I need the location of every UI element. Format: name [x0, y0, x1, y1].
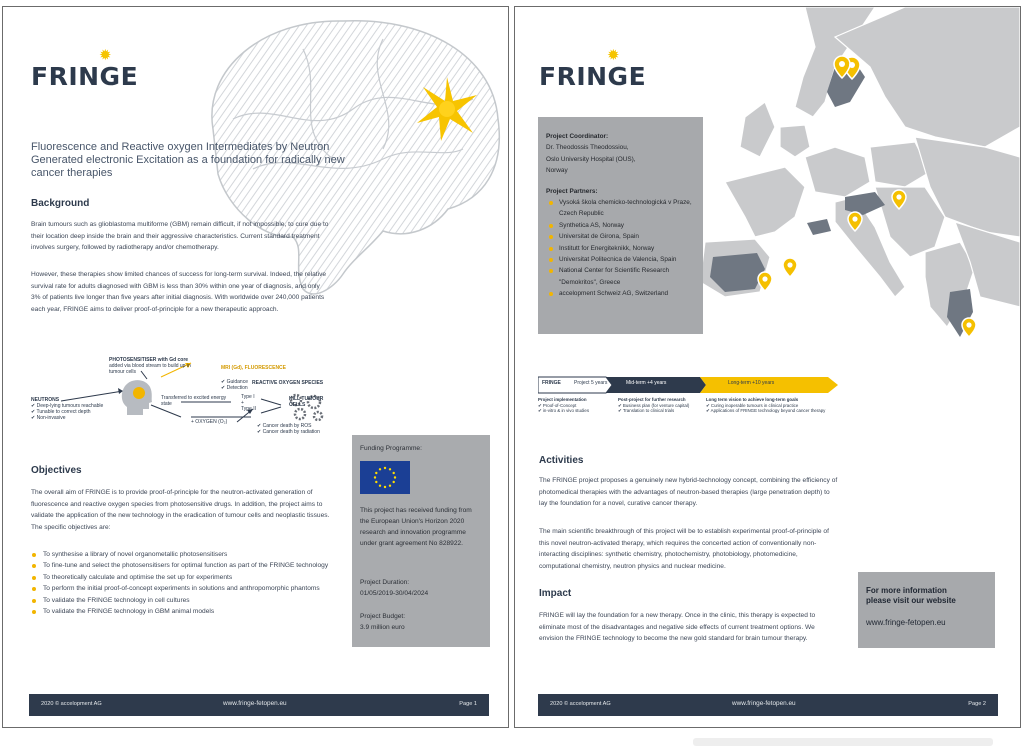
mri-items: ✔ Guidance ✔ Detection	[221, 379, 248, 391]
list-item: Universitat de Girona, Spain	[546, 231, 698, 242]
copyright-text: 2020 © accelopment AG	[550, 701, 611, 707]
activities-paragraph-1: The FRINGE project proposes a genuinely new hybrid-technology concept, combining the efficiency of photomedical therapies with the advantages of neutron-based therapies (large penetration depth) to lay the foundation for a novel, curative cancer therapy.	[539, 477, 838, 507]
objectives-intro: The overall aim of FRINGE is to provide proof-of-principle for the neutron-activated generation of fluorescence and reactive oxygen species from photosensitive drugs. In addition, the project aims to validate the application of the new technology in the eradication of tumour cells and neoplastic tissues. The specific objectives are:	[31, 489, 330, 531]
death-items: ✔ Cancer death by ROS ✔ Cancer death by radiation	[257, 423, 320, 435]
fringe-logo: ✹ FRINGE	[31, 46, 139, 91]
website-info-box	[858, 572, 995, 648]
partners-label: Project Partners:	[546, 187, 598, 195]
fringe-logo: ✹ FRINGE	[539, 46, 647, 91]
list-item: To validate the FRINGE technology in cell cultures	[31, 595, 331, 606]
mri-label: MRI (Gd), FLUORESCENCE	[221, 365, 286, 371]
website-link[interactable]: www.fringe-fetopen.eu	[866, 618, 946, 627]
list-item: Vysoká škola chemicko-technologická v Praze, Czech Republic	[546, 197, 698, 220]
list-item: National Center for Scientific Research "Demokritos", Greece	[546, 265, 698, 288]
page-number: Page 1	[459, 701, 477, 707]
budget-label: Project Budget:	[360, 613, 406, 620]
footer-url-link[interactable]: www.fringe-fetopen.eu	[732, 700, 796, 707]
page-1	[2, 6, 509, 728]
page-2	[514, 6, 1021, 728]
coordinator-line: Oslo University Hospital (OUS),	[546, 155, 636, 163]
info-line-1: For more information	[866, 586, 947, 595]
timeline-col-2: Post-project for further research ✔ Business plan (for venture capital) ✔ Translation to clinical trials	[618, 397, 690, 414]
page-number: Page 2	[968, 701, 986, 707]
copyright-text: 2020 © accelopment AG	[41, 701, 102, 707]
partners-list	[546, 197, 698, 300]
eu-flag-icon	[360, 461, 410, 494]
activities-paragraph-2: The main scientific breakthrough of this project will be to establish experimental proof-of-principle of this novel neutron-activated therapy, which requires the concerted action of conventionally non-interacting disciplines: synthetic chemistry, photochemistry, photobiology, photomedicine, computational chemistry, neutron physics and nuclear medicine.	[539, 528, 829, 570]
mechanism-diagram	[31, 357, 351, 447]
list-item: To theoretically calculate and optimise the set up for experiments	[31, 572, 331, 583]
transferred-label: Transferred to excited energy state	[161, 395, 227, 407]
europe-map	[685, 7, 1020, 357]
activities-heading: Activities	[539, 455, 584, 466]
page-footer	[538, 694, 998, 716]
background-paragraph-2: However, these therapies show limited chances of success for long-term survival. Indeed, the relative survival rate for adults diagnosed with GBM is less than 30% within one year of diagnosis, and only 3% of patients live longer than five years after initial diagnosis. With worldwide over 240,000 patients each year, FRINGE aims to deliver proof-of-principle for a new therapeutic approach.	[31, 271, 327, 313]
page-footer	[29, 694, 489, 716]
switzerland-highlight	[807, 219, 831, 235]
neutrons-label: NEUTRONS ✔ Deep-lying tumours reachable ✔ Tunable to correct depth ✔ Non-invasive	[31, 397, 104, 421]
coordinator-label: Project Coordinator:	[546, 133, 609, 140]
list-item: To perform the initial proof-of-concept experiments in solutions and anthropomorphic phantoms	[31, 583, 331, 594]
list-item: accelopment Schweiz AG, Switzerland	[546, 288, 698, 299]
impact-heading: Impact	[539, 588, 572, 599]
project-info-box	[538, 117, 703, 334]
list-item: Universitat Politecnica de Valencia, Spain	[546, 254, 698, 265]
funding-label: Funding Programme:	[360, 445, 422, 452]
timeline-stage-3: Long-term +10 years	[728, 380, 775, 386]
info-line-2: please visit our website	[866, 596, 956, 605]
timeline-logo: FRINGE	[542, 380, 561, 386]
head-icon	[119, 377, 153, 417]
list-item: Institutt for Energiteknikk, Norway	[546, 243, 698, 254]
background-paragraph-1: Brain tumours such as glioblastoma multiforme (GBM) remain difficult, if not impossible, to cure due to their location deep inside the brain and their aggressive characteristics. Current standard treatment involves surgery, followed by radiotherapy and/or chemotherapy.	[31, 221, 329, 251]
coordinator-line: Norway	[546, 167, 568, 175]
list-item: To validate the FRINGE technology in GBM animal models	[31, 606, 331, 617]
duration-label: Project Duration:	[360, 579, 410, 586]
objectives-list	[31, 549, 331, 617]
funding-text: This project has received funding from the European Union's Horizon 2020 research and innovation programme under grant agreement No 828922.	[360, 507, 472, 547]
oxygen-label: + OXYGEN (O₂)	[191, 419, 228, 425]
fringe-star-icon: ✹	[607, 46, 621, 64]
ros-label: REACTIVE OXYGEN SPECIES	[252, 380, 324, 386]
timeline-stage-2: Mid-term +4 years	[626, 380, 667, 386]
project-timeline	[538, 375, 838, 425]
page-title: Fluorescence and Reactive oxygen Intermediates by Neutron Generated electronic Excitation as a foundation for radically new cancer therapies	[31, 141, 345, 179]
kill-label: KILL TUMOUR CELLS	[289, 396, 324, 408]
photosensitiser-label: PHOTOSENSITISER with Gd core added via blood stream to build up in tumour cells	[109, 357, 191, 375]
timeline-col-3: Long term vision to achieve long-term goals ✔ Curing inoperable tumours in clinical practice ✔ Applications of FRINGE technology beyond cancer therapy	[706, 397, 826, 414]
timeline-col-1: Project implementation ✔ Proof-of-Concept ✔ in-vitro & in vivo studies	[538, 397, 590, 414]
funding-box	[352, 435, 490, 647]
list-item: To synthesise a library of novel organometallic photosensitisers	[31, 549, 331, 560]
fringe-star-icon: ✹	[99, 46, 113, 64]
background-heading: Background	[31, 198, 90, 209]
list-item: Synthetica AS, Norway	[546, 220, 698, 231]
footer-url-link[interactable]: www.fringe-fetopen.eu	[223, 700, 287, 707]
objectives-heading: Objectives	[31, 465, 82, 476]
type-labels: Type I + Type II	[241, 394, 257, 412]
scroll-indicator	[693, 738, 993, 746]
list-item: To fine-tune and select the photosensitisers for optimal function as part of the FRINGE technology	[31, 560, 331, 571]
impact-paragraph: FRINGE will lay the foundation for a new therapy. Once in the clinic, this therapy is expected to eliminate most of the disadvantages and negative side effects of current treatment options. We envision the FRINGE technology to become the new gold standard for brain tumour therapy.	[539, 612, 816, 642]
duration-value: 01/05/2019-30/04/2024	[360, 590, 429, 597]
budget-value: 3.9 million euro	[360, 624, 405, 631]
timeline-stage-1: Project 5 years	[574, 380, 608, 386]
coordinator-line: Dr. Theodossis Theodossiou,	[546, 144, 629, 152]
